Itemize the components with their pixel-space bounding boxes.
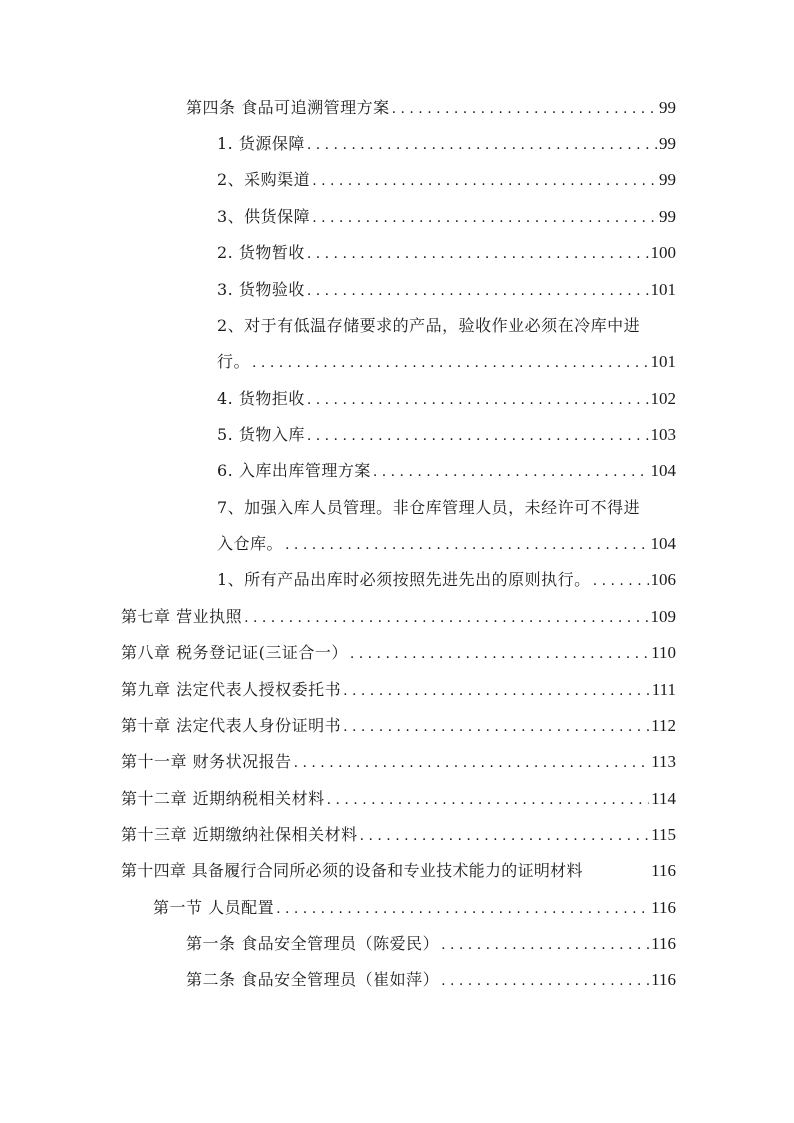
toc-entry[interactable] bbox=[217, 389, 676, 410]
leader-dots bbox=[312, 208, 657, 228]
toc-page-number: 100 bbox=[650, 243, 676, 262]
toc-entry-label: 第七章 营业执照 bbox=[121, 607, 243, 626]
toc-entry-label: 第九章 法定代表人授权委托书 bbox=[121, 680, 342, 699]
leader-dots bbox=[244, 608, 648, 628]
leader-dots bbox=[307, 390, 649, 410]
leader-dots bbox=[307, 281, 649, 301]
toc-page-number: 109 bbox=[650, 607, 676, 626]
leader-dots bbox=[252, 353, 648, 373]
leader-dots bbox=[343, 681, 650, 701]
toc-entry[interactable] bbox=[186, 934, 676, 955]
toc-page-number: 104 bbox=[650, 534, 676, 553]
toc-page-number: 116 bbox=[651, 934, 676, 953]
leader-dots bbox=[350, 644, 649, 664]
toc-entry[interactable] bbox=[121, 861, 676, 881]
toc-entry-wrapped[interactable] bbox=[217, 316, 676, 336]
toc-entry-label: 2. 货物暂收 bbox=[217, 243, 305, 262]
toc-entry-label: 第十一章 财务状况报告 bbox=[121, 752, 292, 771]
toc-entry[interactable] bbox=[121, 789, 676, 810]
toc-entry[interactable] bbox=[217, 134, 676, 155]
toc-page-number: 101 bbox=[650, 352, 676, 371]
leader-dots bbox=[294, 753, 650, 773]
toc-entry-label: 1、所有产品出库时必须按照先进先出的原则执行。 bbox=[217, 570, 591, 589]
leader-dots bbox=[276, 899, 649, 919]
toc-entry-label: 第八章 税务登记证(三证合一） bbox=[121, 643, 348, 662]
toc-entry-label: 第十章 法定代表人身份证明书 bbox=[121, 716, 342, 735]
toc-entry-continuation[interactable] bbox=[217, 534, 676, 555]
toc-page-number: 112 bbox=[651, 716, 676, 735]
toc-page-number: 106 bbox=[650, 570, 676, 589]
leader-dots bbox=[285, 535, 648, 555]
toc-entry-label: 6. 入库出库管理方案 bbox=[217, 461, 371, 480]
toc-page-number: 99 bbox=[659, 207, 676, 226]
toc-page-number: 115 bbox=[651, 825, 676, 844]
toc-entry[interactable] bbox=[186, 970, 676, 991]
toc-entry[interactable] bbox=[153, 898, 676, 919]
toc-entry-label: 第二条 食品安全管理员（崔如萍） bbox=[186, 970, 440, 989]
leader-dots bbox=[441, 971, 649, 991]
toc-entry[interactable] bbox=[217, 280, 676, 301]
toc-entry-label: 第四条 食品可追溯管理方案 bbox=[186, 98, 390, 117]
leader-dots bbox=[343, 717, 649, 737]
toc-page-number: 104 bbox=[650, 461, 676, 480]
toc-entry-label-continuation: 行。 bbox=[217, 352, 251, 371]
toc-entry[interactable] bbox=[217, 425, 676, 446]
toc-entry-label: 4. 货物拒收 bbox=[217, 389, 305, 408]
leader-dots bbox=[373, 462, 649, 482]
leader-dots bbox=[441, 935, 649, 955]
toc-entry-label: 3. 货物验收 bbox=[217, 280, 305, 299]
toc-page-number: 99 bbox=[659, 98, 676, 117]
toc-entry[interactable] bbox=[121, 643, 676, 664]
toc-page-number: 114 bbox=[651, 789, 676, 808]
toc-entry-label: 5. 货物入库 bbox=[217, 425, 305, 444]
leader-dots bbox=[593, 571, 649, 591]
toc-entry-label: 第一节 人员配置 bbox=[153, 898, 275, 917]
toc-entry-label: 第十二章 近期纳税相关材料 bbox=[121, 789, 325, 808]
toc-page-number: 102 bbox=[650, 389, 676, 408]
leader-dots bbox=[307, 244, 649, 264]
toc-entry-label: 1. 货源保障 bbox=[217, 134, 305, 153]
leader-dots bbox=[307, 426, 649, 446]
leader-dots bbox=[392, 99, 657, 119]
leader-dots bbox=[312, 171, 657, 191]
leader-dots bbox=[327, 790, 650, 810]
toc-entry[interactable] bbox=[217, 461, 676, 482]
toc-entry-wrapped[interactable] bbox=[217, 498, 676, 518]
toc-entry[interactable] bbox=[121, 752, 676, 773]
leader-dots bbox=[360, 826, 650, 846]
toc-page-number: 99 bbox=[659, 170, 676, 189]
toc-entry[interactable] bbox=[121, 825, 676, 846]
toc-page-number: 101 bbox=[650, 280, 676, 299]
toc-entry-label: 第十三章 近期缴纳社保相关材料 bbox=[121, 825, 358, 844]
toc-page-number: 111 bbox=[651, 680, 676, 699]
toc-page-number: 113 bbox=[651, 752, 676, 771]
toc-entry[interactable] bbox=[217, 570, 676, 591]
toc-entry[interactable] bbox=[121, 680, 676, 701]
toc-entry-label: 第一条 食品安全管理员（陈爱民） bbox=[186, 934, 440, 953]
leader-dots bbox=[307, 135, 657, 155]
toc-entry[interactable] bbox=[121, 607, 676, 628]
toc-entry[interactable] bbox=[186, 98, 676, 119]
toc-entry-label: 3、供货保障 bbox=[217, 207, 311, 226]
toc-entry-label-continuation: 入仓库。 bbox=[217, 534, 284, 553]
toc-entry-label: 2、对于有低温存储要求的产品，验收作业必须在冷库中进 bbox=[217, 316, 641, 335]
toc-entry-label: 7、加强入库人员管理。非仓库管理人员，未经许可不得进 bbox=[217, 498, 641, 517]
toc-page-number: 116 bbox=[651, 861, 676, 880]
toc-page-number: 116 bbox=[651, 970, 676, 989]
toc-entry[interactable] bbox=[217, 243, 676, 264]
toc-entry-continuation[interactable] bbox=[217, 352, 676, 373]
toc-page-number: 110 bbox=[651, 643, 676, 662]
toc-entry[interactable] bbox=[217, 170, 676, 191]
toc-page-number: 103 bbox=[650, 425, 676, 444]
toc-entry[interactable] bbox=[121, 716, 676, 737]
toc-entry-label: 第十四章 具备履行合同所必须的设备和专业技术能力的证明材料 bbox=[121, 861, 583, 880]
toc-entry-label: 2、采购渠道 bbox=[217, 170, 311, 189]
toc-page-number: 99 bbox=[659, 134, 676, 153]
toc-entry[interactable] bbox=[217, 207, 676, 228]
toc-page-number: 116 bbox=[651, 898, 676, 917]
